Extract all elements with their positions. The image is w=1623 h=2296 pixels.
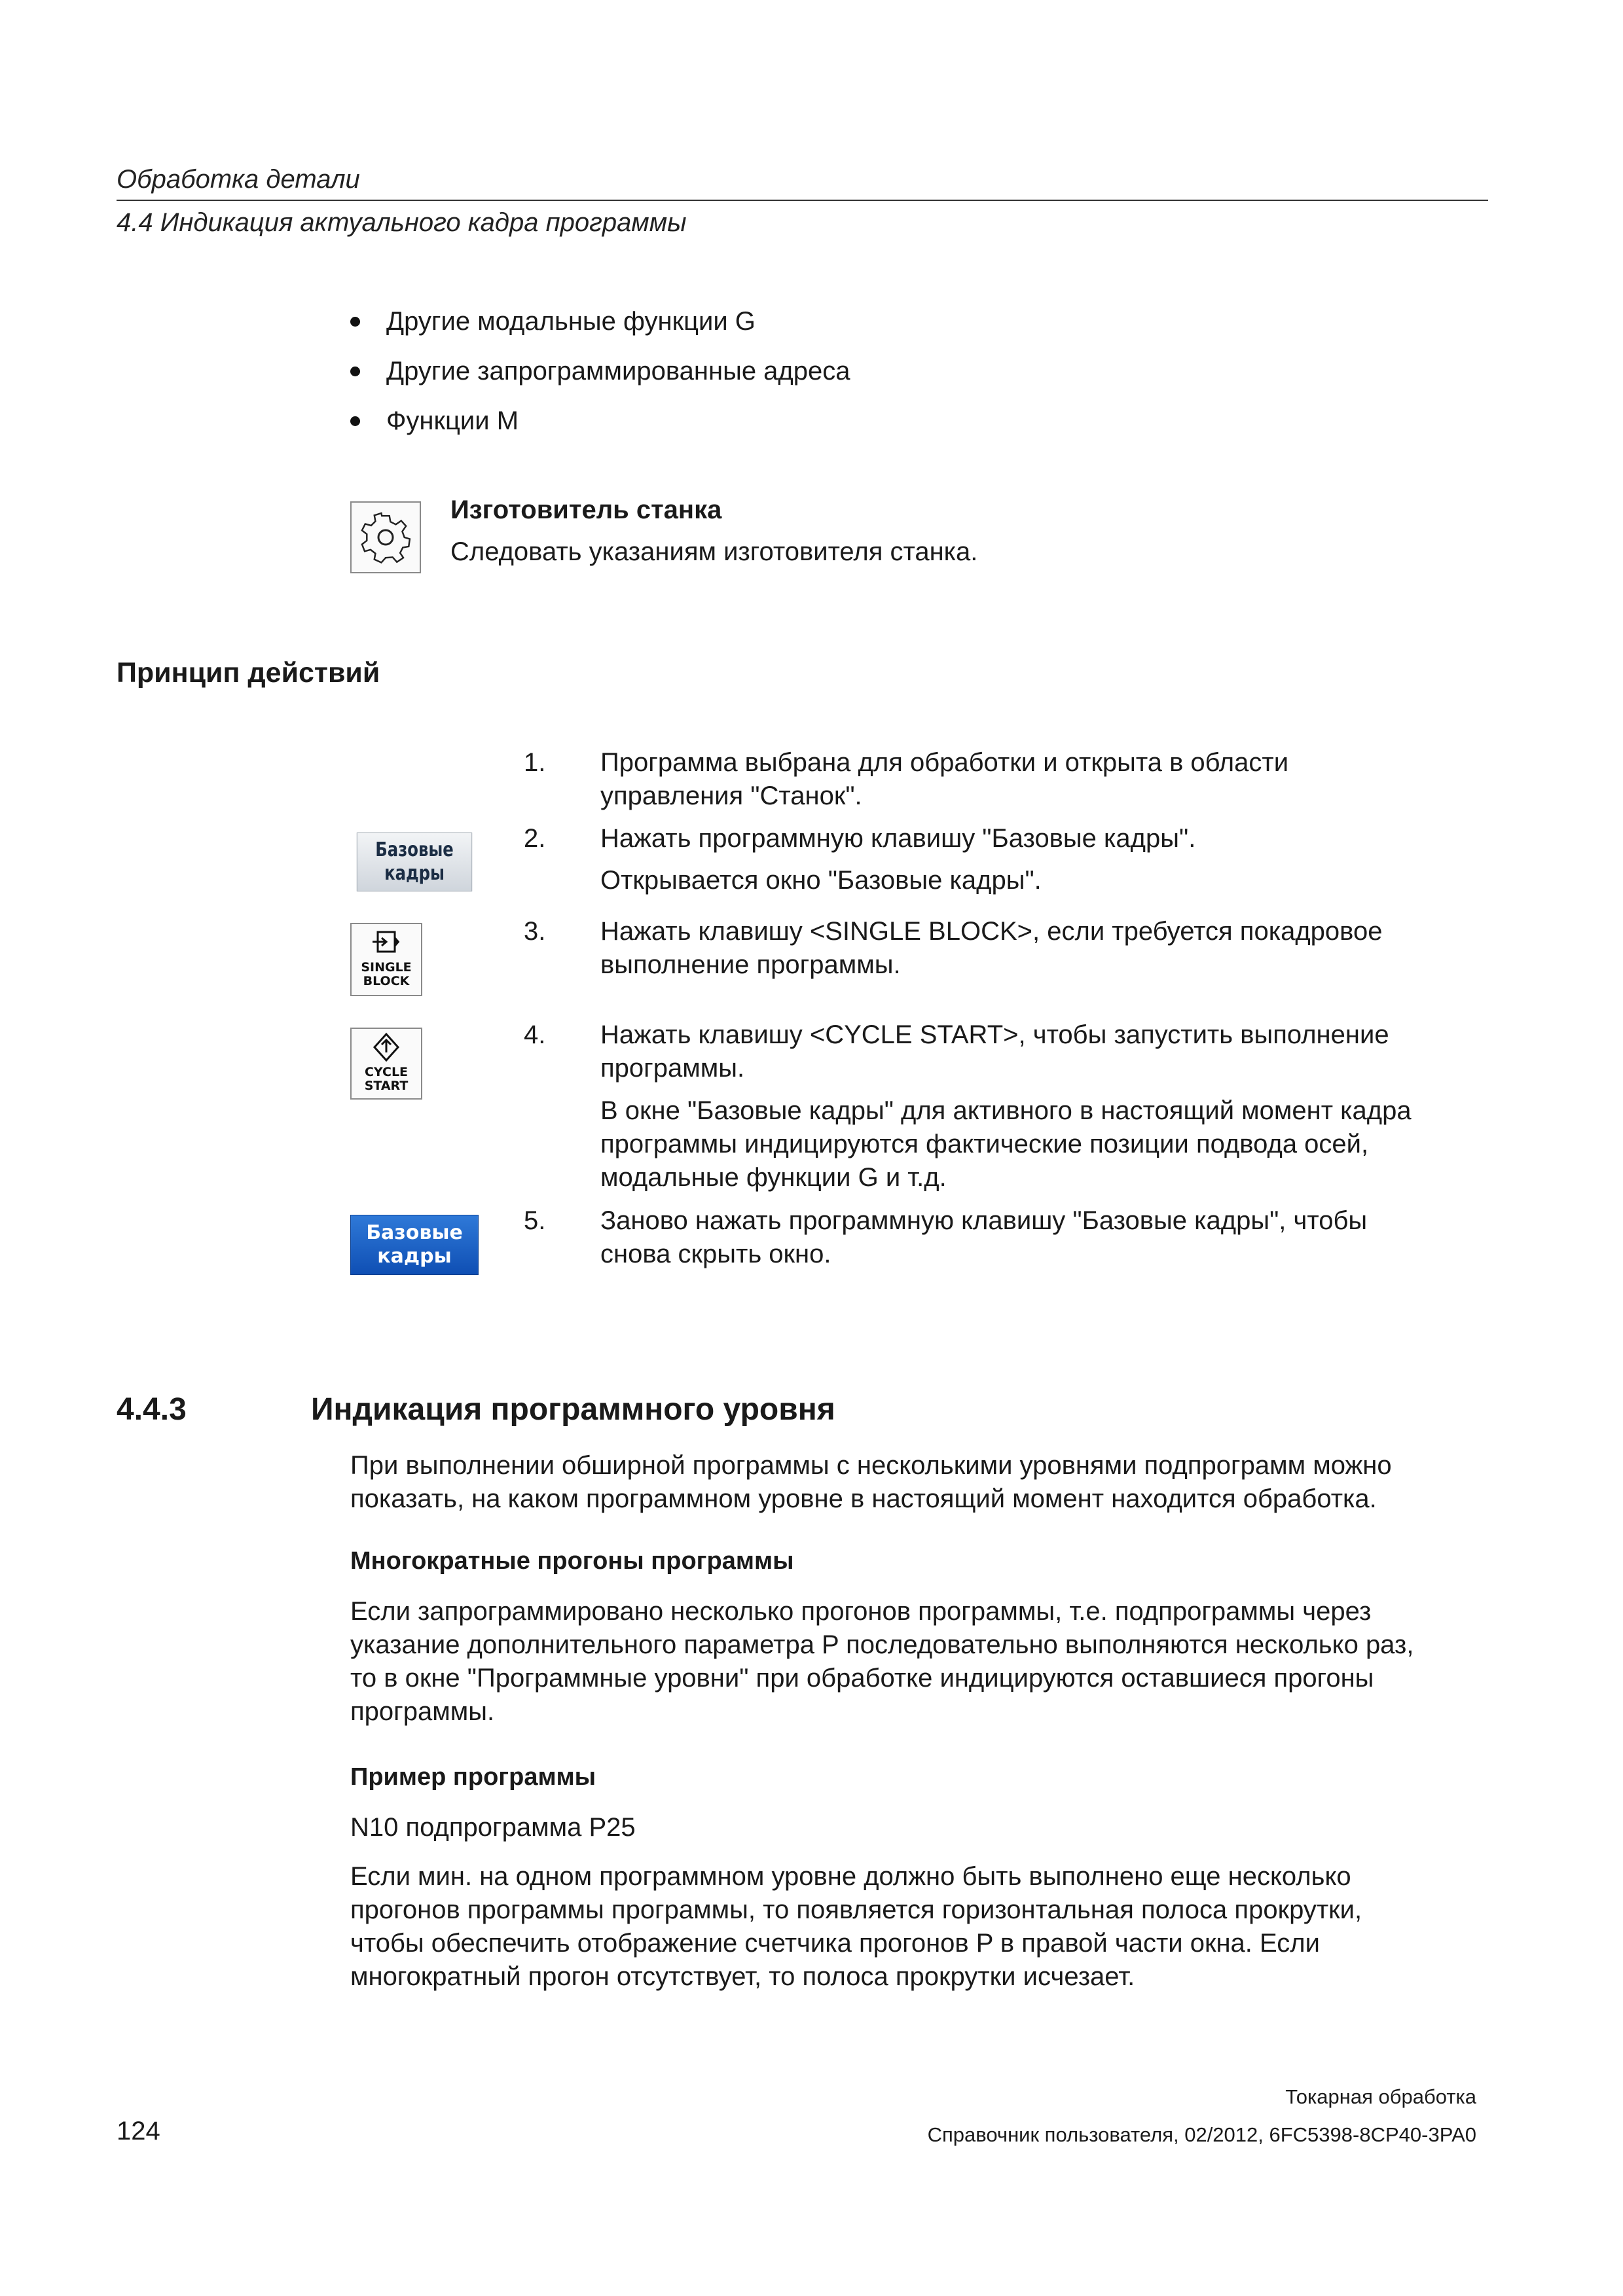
- header-divider: [117, 200, 1488, 201]
- step-4-number: 4.: [524, 1020, 546, 1049]
- multi-runs-heading: Многократные прогоны программы: [350, 1547, 794, 1575]
- step-1-number: 1.: [524, 748, 546, 777]
- step-2-result: Открывается окно "Базовые кадры".: [600, 866, 1042, 895]
- basic-blocks-softkey[interactable]: Базовые кадры: [357, 833, 472, 891]
- footer-doc-title: Токарная обработка: [1285, 2085, 1476, 2108]
- cycle-start-icon: [352, 1029, 421, 1066]
- bullet-dot-icon: [350, 317, 360, 327]
- bullet-dot-icon: [350, 367, 360, 376]
- step-3-text: Нажать клавишу <SINGLE BLOCK>, если требуется покадровое выполнение программы.: [600, 917, 1383, 979]
- list-item: Другие запрограммированные адреса: [350, 355, 850, 388]
- gear-icon: [352, 503, 420, 572]
- step-2-number: 2.: [524, 824, 546, 853]
- running-header-chapter: Обработка детали: [117, 165, 360, 194]
- manufacturer-note-text: Следовать указаниям изготовителя станка.: [450, 537, 978, 566]
- manufacturer-note-title: Изготовитель станка: [450, 495, 722, 524]
- multi-runs-text: Если запрограммировано несколько прогонов программы, т.е. подпрограммы через указание дополнительного параметра P последовательно выполняются несколько раз, то в окне "Программные уровни" при обработке индицируются оставшиеся прогоны программы.: [350, 1597, 1414, 1726]
- step-4-result: В окне "Базовые кадры" для активного в настоящий момент кадра программы индицируются фактические позиции подвода осей, модальные функции G и т.д.: [600, 1096, 1412, 1192]
- manufacturer-note-icon-box: [350, 501, 421, 573]
- running-header-section: 4.4 Индикация актуального кадра программы: [117, 208, 687, 237]
- section-title: Индикация программного уровня: [311, 1392, 835, 1427]
- step-2-text: Нажать программную клавишу "Базовые кадры".: [600, 824, 1196, 853]
- cycle-start-label: CYCLE START: [364, 1065, 409, 1093]
- step-3-number: 3.: [524, 917, 546, 946]
- single-block-icon: [352, 924, 421, 961]
- section-number: 4.4.3: [117, 1392, 187, 1427]
- list-item: Другие модальные функции G: [350, 305, 850, 338]
- example-heading: Пример программы: [350, 1763, 596, 1791]
- final-paragraph: Если мин. на одном программном уровне должно быть выполнено еще несколько прогонов программы программы, то появляется горизонтальная полоса прокрутки, чтобы обеспечить отображение счетчика прогонов P в правой части окна. Если многократный прогон отсутствует, то полоса прокрутки исчезает.: [350, 1862, 1362, 1991]
- page-number: 124: [117, 2117, 160, 2145]
- cycle-start-key[interactable]: [350, 1028, 422, 1100]
- basic-blocks-softkey-active[interactable]: Базовые кадры: [350, 1215, 479, 1275]
- step-1-text: Программа выбрана для обработки и открыта в области управления "Станок".: [600, 748, 1289, 810]
- single-block-key[interactable]: [350, 923, 422, 996]
- step-5-text: Заново нажать программную клавишу "Базовые кадры", чтобы снова скрыть окно.: [600, 1206, 1368, 1268]
- section-intro: При выполнении обширной программы с несколькими уровнями подпрограмм можно показать, на каком программном уровне в настоящий момент находится обработка.: [350, 1451, 1392, 1513]
- footer-doc-ref: Справочник пользователя, 02/2012, 6FC5398-8CP40-3PA0: [927, 2123, 1476, 2146]
- principle-heading: Принцип действий: [117, 657, 380, 689]
- step-5-number: 5.: [524, 1206, 546, 1235]
- step-4-text: Нажать клавишу <CYCLE START>, чтобы запустить выполнение программы.: [600, 1020, 1389, 1083]
- single-block-label: SINGLE BLOCK: [361, 960, 412, 988]
- example-code: N10 подпрограмма P25: [350, 1813, 636, 1842]
- bullet-list: [350, 305, 850, 438]
- list-item: Функции M: [350, 404, 850, 438]
- bullet-dot-icon: [350, 416, 360, 426]
